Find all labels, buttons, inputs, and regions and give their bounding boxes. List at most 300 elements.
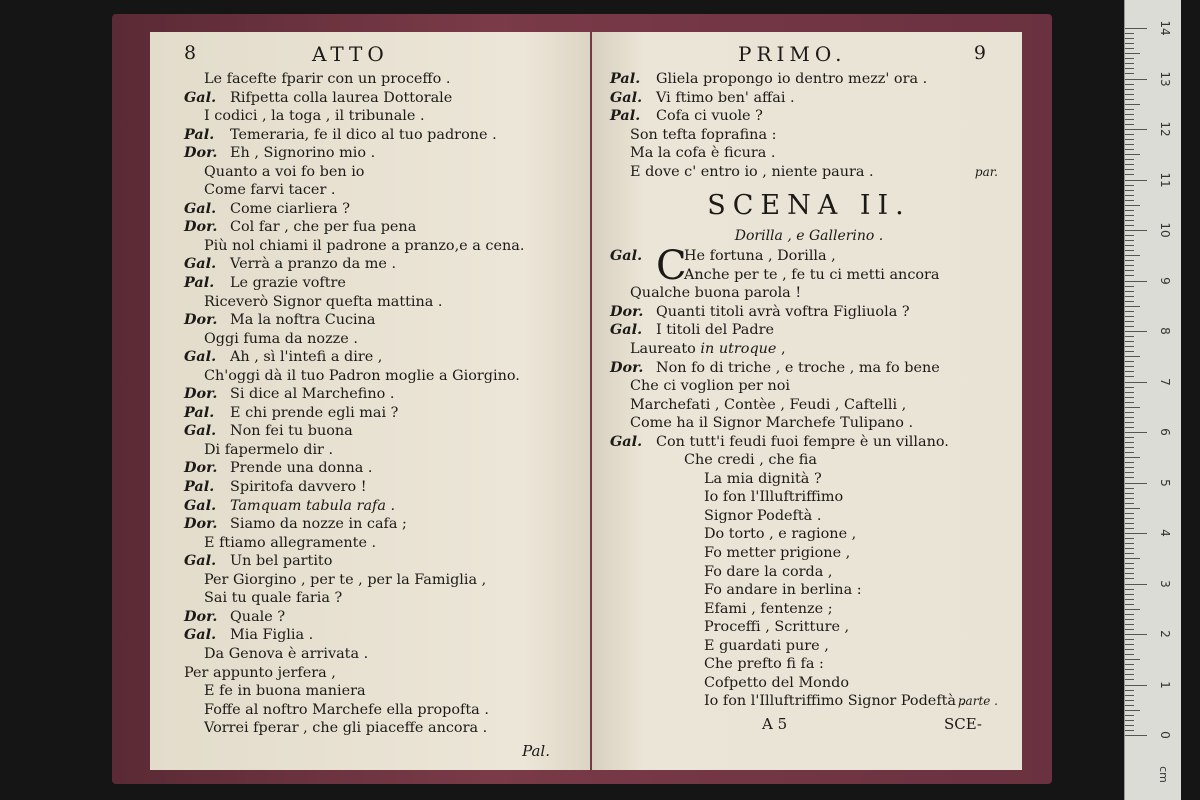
ruler-minor-tick bbox=[1125, 589, 1134, 590]
speaker-label: Dor. bbox=[184, 218, 218, 236]
ruler-minor-tick bbox=[1125, 205, 1140, 206]
ruler-minor-tick bbox=[1125, 447, 1134, 448]
line-text: Come farvi tacer . bbox=[204, 182, 336, 199]
ruler-minor-tick bbox=[1125, 154, 1140, 155]
speaker-label: Pal. bbox=[184, 403, 215, 421]
text-line bbox=[184, 237, 576, 256]
line-text: Di fapermelo dir . bbox=[204, 441, 334, 458]
line-text: Quanti titoli avrà voftra Figliuola ? bbox=[656, 303, 910, 320]
speaker-label: Gal. bbox=[184, 199, 217, 217]
ruler-minor-tick bbox=[1125, 493, 1134, 494]
text-line bbox=[184, 200, 576, 219]
text-line bbox=[184, 552, 576, 571]
ruler-minor-tick bbox=[1125, 392, 1134, 393]
ruler-minor-tick bbox=[1125, 361, 1134, 362]
line-text: I codici , la toga , il tribunale . bbox=[204, 108, 425, 125]
text-line bbox=[610, 637, 1008, 656]
ruler-major-tick bbox=[1125, 281, 1147, 282]
ruler-major-tick bbox=[1125, 685, 1147, 686]
ruler-minor-tick bbox=[1125, 710, 1140, 711]
ruler-minor-tick bbox=[1125, 48, 1134, 49]
ruler-minor-tick bbox=[1125, 422, 1134, 423]
line-text: Efami , fentenze ; bbox=[704, 600, 833, 617]
text-line bbox=[184, 571, 576, 590]
right-page-header bbox=[610, 42, 1008, 70]
ruler-minor-tick bbox=[1125, 104, 1140, 105]
left-page-number: 8 bbox=[184, 42, 197, 64]
text-line bbox=[610, 284, 1008, 303]
text-line bbox=[610, 451, 1008, 470]
line-text: Oggi fuma da nozze . bbox=[204, 330, 358, 347]
line-text: Io fon l'Illuftriffimo Signor Podeftà . bbox=[704, 693, 966, 710]
ruler-minor-tick bbox=[1125, 144, 1134, 145]
line-text: Proceffi , Scritture , bbox=[704, 619, 850, 636]
text-line bbox=[184, 422, 576, 441]
ruler-minor-tick bbox=[1125, 437, 1134, 438]
ruler-minor-tick bbox=[1125, 674, 1134, 675]
ruler-tick-label: 3 bbox=[1158, 579, 1172, 588]
ruler-minor-tick bbox=[1125, 705, 1134, 706]
ruler-minor-tick bbox=[1125, 548, 1134, 549]
ruler-minor-tick bbox=[1125, 513, 1134, 514]
ruler-minor-tick bbox=[1125, 553, 1134, 554]
ruler-minor-tick bbox=[1125, 518, 1134, 519]
text-line bbox=[184, 330, 576, 349]
line-text: E chi prende egli mai ? bbox=[230, 404, 399, 421]
ruler-minor-tick bbox=[1125, 321, 1134, 322]
text-line bbox=[184, 682, 576, 701]
ruler-minor-tick bbox=[1125, 690, 1134, 691]
ruler-minor-tick bbox=[1125, 99, 1134, 100]
ruler-minor-tick bbox=[1125, 270, 1134, 271]
line-text: Sai tu quale faria ? bbox=[204, 590, 343, 607]
ruler-minor-tick bbox=[1125, 366, 1134, 367]
line-text: Gliela propongo io dentro mezz' ora . bbox=[656, 71, 928, 87]
ruler-minor-tick bbox=[1125, 73, 1134, 74]
speaker-label: Gal. bbox=[184, 88, 217, 106]
text-line bbox=[610, 126, 1008, 145]
text-line bbox=[184, 719, 576, 738]
ruler-minor-tick bbox=[1125, 43, 1134, 44]
left-page-footer bbox=[184, 742, 576, 766]
line-text: Si dice al Marchefino . bbox=[230, 386, 395, 403]
line-text-end: , bbox=[776, 341, 786, 358]
ruler-minor-tick bbox=[1125, 725, 1134, 726]
line-text: Cofpetto del Mondo bbox=[704, 674, 849, 691]
line-text: Spiritofa davvero ! bbox=[230, 479, 367, 496]
speaker-label: Dor. bbox=[184, 459, 218, 477]
text-line bbox=[610, 266, 1008, 285]
ruler-minor-tick bbox=[1125, 38, 1134, 39]
line-text: Che prefto fi fa : bbox=[704, 656, 824, 673]
ruler-major-tick bbox=[1125, 79, 1147, 80]
line-text: Marchefati , Contèe , Feudi , Caftelli , bbox=[630, 396, 907, 413]
line-text: Più nol chiami il padrone a pranzo,e a cena. bbox=[204, 237, 525, 254]
italic-phrase: in utroque bbox=[695, 341, 777, 358]
speaker-label: Gal. bbox=[610, 88, 643, 106]
line-text: He fortuna , Dorilla , bbox=[684, 248, 836, 265]
ruler-minor-tick bbox=[1125, 720, 1134, 721]
ruler-minor-tick bbox=[1125, 624, 1134, 625]
speaker-label: Gal. bbox=[184, 422, 217, 440]
ruler-minor-tick bbox=[1125, 341, 1134, 342]
line-text: Ma la noftra Cucina bbox=[230, 312, 376, 329]
ruler-minor-tick bbox=[1125, 63, 1134, 64]
ruler-minor-tick bbox=[1125, 68, 1134, 69]
line-text: Io fon l'Illuftriffimo bbox=[704, 489, 844, 506]
speaker-label: Gal. bbox=[610, 432, 643, 450]
ruler-minor-tick bbox=[1125, 109, 1134, 110]
text-line bbox=[184, 441, 576, 460]
text-line bbox=[184, 515, 576, 534]
ruler-minor-tick bbox=[1125, 291, 1134, 292]
speaker-label: Gal. bbox=[184, 348, 217, 366]
speaker-label: Dor. bbox=[184, 607, 218, 625]
ruler-minor-tick bbox=[1125, 639, 1134, 640]
line-text: Per Giorgino , per te , per la Famiglia , bbox=[204, 571, 487, 588]
ruler-minor-tick bbox=[1125, 351, 1134, 352]
ruler-tick-label: 9 bbox=[1158, 276, 1172, 285]
line-text: Le grazie voftre bbox=[230, 275, 346, 292]
ruler-minor-tick bbox=[1125, 265, 1134, 266]
ruler-minor-tick bbox=[1125, 326, 1134, 327]
ruler-minor-tick bbox=[1125, 164, 1134, 165]
line-text: Che credi , che fia bbox=[684, 452, 817, 469]
text-line bbox=[610, 321, 1008, 340]
line-text: Fo dare la corda , bbox=[704, 563, 833, 580]
ruler-minor-tick bbox=[1125, 84, 1134, 85]
line-text: Vi ftimo ben' affai . bbox=[656, 89, 795, 106]
text-line bbox=[610, 674, 1008, 693]
speaker-label: Gal. bbox=[610, 247, 643, 265]
line-text: Riceverò Signor quefta mattina . bbox=[204, 293, 443, 310]
line-text: Che ci voglion per noi bbox=[630, 378, 791, 395]
ruler-tick-label: 10 bbox=[1158, 222, 1172, 238]
right-page-number: 9 bbox=[973, 42, 986, 64]
ruler-minor-tick bbox=[1125, 139, 1134, 140]
text-line bbox=[610, 470, 1008, 489]
text-line bbox=[610, 303, 1008, 322]
ruler-major-tick bbox=[1125, 230, 1147, 231]
ruler-minor-tick bbox=[1125, 503, 1134, 504]
ruler-minor-tick bbox=[1125, 306, 1140, 307]
ruler-minor-tick bbox=[1125, 619, 1134, 620]
ruler-minor-tick bbox=[1125, 477, 1134, 478]
ruler-minor-tick bbox=[1125, 417, 1134, 418]
ruler-minor-tick bbox=[1125, 225, 1134, 226]
ruler-minor-tick bbox=[1125, 220, 1134, 221]
text-line bbox=[184, 367, 576, 386]
line-text: E dove c' entro io , niente paura . bbox=[630, 163, 874, 180]
ruler-minor-tick bbox=[1125, 462, 1134, 463]
line-text: Ch'oggi dà il tuo Padron moglie a Giorgino. bbox=[204, 367, 520, 384]
ruler-minor-tick bbox=[1125, 558, 1140, 559]
ruler-minor-tick bbox=[1125, 669, 1134, 670]
line-text: Per appunto jerfera , bbox=[184, 664, 336, 681]
text-line bbox=[610, 581, 1008, 600]
text-line bbox=[184, 645, 576, 664]
ruler-minor-tick bbox=[1125, 250, 1134, 251]
ruler-minor-tick bbox=[1125, 604, 1134, 605]
line-text: Ma la cofa è ficura . bbox=[630, 145, 776, 162]
speaker-label: Dor. bbox=[184, 144, 218, 162]
text-line bbox=[184, 144, 576, 163]
ruler-minor-tick bbox=[1125, 538, 1134, 539]
text-line bbox=[184, 255, 576, 274]
ruler-minor-tick bbox=[1125, 336, 1134, 337]
ruler-tick-label: 13 bbox=[1158, 70, 1172, 87]
speaker-label: Dor. bbox=[184, 385, 218, 403]
ruler-minor-tick bbox=[1125, 89, 1134, 90]
line-text: Vorrei fperar , che gli piaceffe ancora . bbox=[204, 720, 488, 737]
ruler-minor-tick bbox=[1125, 649, 1134, 650]
ruler-minor-tick bbox=[1125, 240, 1134, 241]
line-text: Le facefte fparir con un proceffo . bbox=[204, 71, 451, 87]
stage-cue: par. bbox=[974, 164, 998, 179]
speaker-label: Gal. bbox=[184, 552, 217, 570]
text-line bbox=[184, 701, 576, 720]
text-line bbox=[610, 359, 1008, 378]
ruler-major-tick bbox=[1125, 584, 1147, 585]
ruler-minor-tick bbox=[1125, 286, 1134, 287]
ruler-minor-tick bbox=[1125, 134, 1134, 135]
ruler-tick-label: 2 bbox=[1158, 630, 1172, 638]
line-text: Rifpetta colla laurea Dottorale bbox=[230, 89, 453, 106]
speaker-label: Pal. bbox=[184, 125, 215, 143]
line-text: Prende una donna . bbox=[230, 460, 373, 477]
ruler-minor-tick bbox=[1125, 659, 1140, 660]
ruler-minor-tick bbox=[1125, 573, 1134, 574]
line-text: Signor Podeftà . bbox=[704, 507, 822, 524]
line-text: Qualche buona parola ! bbox=[630, 285, 802, 302]
ruler-minor-tick bbox=[1125, 498, 1134, 499]
text-line bbox=[184, 404, 576, 423]
text-line bbox=[184, 664, 576, 683]
ruler-minor-tick bbox=[1125, 215, 1134, 216]
ruler-major-tick bbox=[1125, 331, 1147, 332]
text-line bbox=[610, 377, 1008, 396]
text-line bbox=[184, 385, 576, 404]
text-line bbox=[610, 525, 1008, 544]
ruler-minor-tick bbox=[1125, 159, 1134, 160]
text-line bbox=[184, 348, 576, 367]
line-text: Tamquam tabula rafa . bbox=[230, 497, 396, 514]
ruler-minor-tick bbox=[1125, 488, 1134, 489]
ruler-minor-tick bbox=[1125, 695, 1134, 696]
ruler-minor-tick bbox=[1125, 730, 1134, 731]
speaker-label: Pal. bbox=[610, 70, 641, 87]
text-line bbox=[184, 589, 576, 608]
line-text: E fe in buona maniera bbox=[204, 683, 366, 700]
ruler-minor-tick bbox=[1125, 200, 1134, 201]
ruler-major-tick bbox=[1125, 180, 1147, 181]
ruler-minor-tick bbox=[1125, 301, 1134, 302]
text-line bbox=[610, 507, 1008, 526]
ruler-minor-tick bbox=[1125, 452, 1134, 453]
text-line bbox=[610, 600, 1008, 619]
ruler-minor-tick bbox=[1125, 563, 1134, 564]
speaker-label: Gal. bbox=[184, 626, 217, 644]
ruler-minor-tick bbox=[1125, 255, 1140, 256]
line-text: Quanto a voi fo ben io bbox=[204, 163, 365, 180]
ruler-major-tick bbox=[1125, 382, 1147, 383]
ruler-minor-tick bbox=[1125, 119, 1134, 120]
right-text-block-top bbox=[610, 70, 1008, 181]
ruler-minor-tick bbox=[1125, 174, 1134, 175]
ruler-minor-tick bbox=[1125, 185, 1134, 186]
ruler-minor-tick bbox=[1125, 664, 1134, 665]
line-text: Laureato bbox=[630, 341, 696, 358]
left-page bbox=[150, 32, 590, 770]
right-page bbox=[592, 32, 1022, 770]
ruler-minor-tick bbox=[1125, 260, 1134, 261]
ruler-minor-tick bbox=[1125, 715, 1134, 716]
ruler-minor-tick bbox=[1125, 316, 1134, 317]
ruler-minor-tick bbox=[1125, 654, 1134, 655]
line-text: I titoli del Padre bbox=[656, 322, 774, 339]
ruler-major-tick bbox=[1125, 432, 1147, 433]
ruler-major-tick bbox=[1125, 533, 1147, 534]
ruler-minor-tick bbox=[1125, 442, 1134, 443]
ruler-minor-tick bbox=[1125, 578, 1134, 579]
ruler-minor-tick bbox=[1125, 275, 1134, 276]
ruler-minor-tick bbox=[1125, 33, 1134, 34]
ruler-minor-tick bbox=[1125, 457, 1140, 458]
text-line bbox=[184, 311, 576, 330]
left-running-head: ATTO bbox=[312, 42, 389, 66]
ruler-major-tick bbox=[1125, 735, 1147, 736]
ruler-minor-tick bbox=[1125, 195, 1134, 196]
ruler-minor-tick bbox=[1125, 210, 1134, 211]
line-text: Temeraria, fe il dico al tuo padrone . bbox=[230, 126, 497, 143]
text-line bbox=[184, 126, 576, 145]
ruler-minor-tick bbox=[1125, 376, 1134, 377]
ruler-minor-tick bbox=[1125, 311, 1134, 312]
line-text: Col far , che per fua pena bbox=[230, 219, 417, 236]
speaker-label: Pal. bbox=[184, 274, 215, 292]
line-text: Ah , sì l'intefi a dire , bbox=[230, 349, 383, 366]
text-line bbox=[610, 163, 1008, 182]
line-text: Fo andare in berlina : bbox=[704, 582, 862, 599]
speaker-label: Gal. bbox=[184, 255, 217, 273]
text-line bbox=[610, 70, 1008, 89]
ruler-minor-tick bbox=[1125, 594, 1134, 595]
line-text: Da Genova è arrivata . bbox=[204, 645, 369, 662]
line-text: Fo metter prigione , bbox=[704, 545, 851, 562]
line-text: La mia dignità ? bbox=[704, 470, 822, 487]
text-line bbox=[610, 618, 1008, 637]
speaker-label: Dor. bbox=[610, 358, 644, 376]
ruler-minor-tick bbox=[1125, 508, 1140, 509]
text-line bbox=[184, 478, 576, 497]
text-line bbox=[184, 181, 576, 200]
line-text: Siamo da nozze in cafa ; bbox=[230, 516, 407, 533]
ruler-minor-tick bbox=[1125, 599, 1134, 600]
text-line bbox=[610, 144, 1008, 163]
line-text: Un bel partito bbox=[230, 553, 333, 570]
speaker-label: Gal. bbox=[610, 321, 643, 339]
drop-cap: C bbox=[656, 243, 687, 290]
ruler-tick-label: 14 bbox=[1158, 20, 1172, 36]
text-line bbox=[610, 544, 1008, 563]
text-line bbox=[184, 218, 576, 237]
ruler-minor-tick bbox=[1125, 114, 1134, 115]
text-line bbox=[610, 340, 1008, 359]
speaker-label: Dor. bbox=[184, 515, 218, 533]
ruler-tick-label: 8 bbox=[1158, 327, 1172, 335]
text-line bbox=[610, 89, 1008, 108]
ruler-unit-label: cm bbox=[1156, 766, 1170, 783]
right-running-head: PRIMO. bbox=[738, 42, 847, 66]
left-catchword: Pal. bbox=[522, 741, 550, 760]
ruler-minor-tick bbox=[1125, 346, 1134, 347]
text-line bbox=[184, 293, 576, 312]
ruler-minor-tick bbox=[1125, 412, 1134, 413]
ruler-minor-tick bbox=[1125, 387, 1134, 388]
signature-mark: A 5 bbox=[762, 714, 788, 733]
speaker-label: Dor. bbox=[610, 302, 644, 320]
book bbox=[112, 14, 1052, 784]
ruler-tick-label: 5 bbox=[1158, 478, 1172, 487]
ruler-minor-tick bbox=[1125, 58, 1134, 59]
text-line bbox=[184, 107, 576, 126]
text-line bbox=[610, 488, 1008, 507]
right-catchword: SCE- bbox=[943, 714, 982, 733]
text-line bbox=[610, 433, 1008, 452]
ruler-tick-label: 0 bbox=[1158, 731, 1172, 739]
line-text: Come ciarliera ? bbox=[230, 200, 351, 217]
text-line bbox=[184, 626, 576, 645]
ruler-major-tick bbox=[1125, 634, 1147, 635]
line-text: Eh , Signorino mio . bbox=[230, 145, 376, 162]
scene-cast: Dorilla , e Gallerino . bbox=[734, 228, 884, 245]
speaker-label: Gal. bbox=[184, 496, 217, 514]
ruler-minor-tick bbox=[1125, 190, 1134, 191]
ruler-minor-tick bbox=[1125, 568, 1134, 569]
ruler-major-tick bbox=[1125, 483, 1147, 484]
line-text: Mia Figlia . bbox=[230, 627, 314, 644]
line-text: Anche per te , fe tu ci metti ancora bbox=[684, 266, 940, 283]
text-line bbox=[610, 396, 1008, 415]
ruler-minor-tick bbox=[1125, 644, 1134, 645]
line-text: Non fo di triche , e troche , ma fo bene bbox=[656, 359, 940, 376]
text-line bbox=[184, 459, 576, 478]
ruler-minor-tick bbox=[1125, 614, 1134, 615]
text-line bbox=[184, 534, 576, 553]
text-line bbox=[610, 107, 1008, 126]
right-text-block-bottom bbox=[610, 243, 1008, 711]
measuring-ruler bbox=[1124, 0, 1181, 800]
ruler-minor-tick bbox=[1125, 94, 1134, 95]
ruler-tick-label: 12 bbox=[1158, 121, 1172, 137]
ruler-tick-label: 6 bbox=[1158, 428, 1172, 436]
text-line bbox=[184, 274, 576, 293]
ruler-minor-tick bbox=[1125, 397, 1134, 398]
ruler-minor-tick bbox=[1125, 528, 1134, 529]
ruler-minor-tick bbox=[1125, 523, 1134, 524]
ruler-minor-tick bbox=[1125, 124, 1134, 125]
ruler-minor-tick bbox=[1125, 235, 1134, 236]
line-text: Verrà a pranzo da me . bbox=[230, 256, 397, 273]
right-page-footer bbox=[610, 715, 1008, 739]
ruler-minor-tick bbox=[1125, 467, 1134, 468]
left-text-block bbox=[184, 70, 576, 738]
text-line bbox=[184, 608, 576, 627]
left-page-header bbox=[184, 42, 576, 70]
ruler-tick-label: 1 bbox=[1158, 680, 1172, 689]
ruler-tick-label: 7 bbox=[1158, 377, 1172, 386]
line-text: Son tefta foprafina : bbox=[630, 126, 777, 143]
